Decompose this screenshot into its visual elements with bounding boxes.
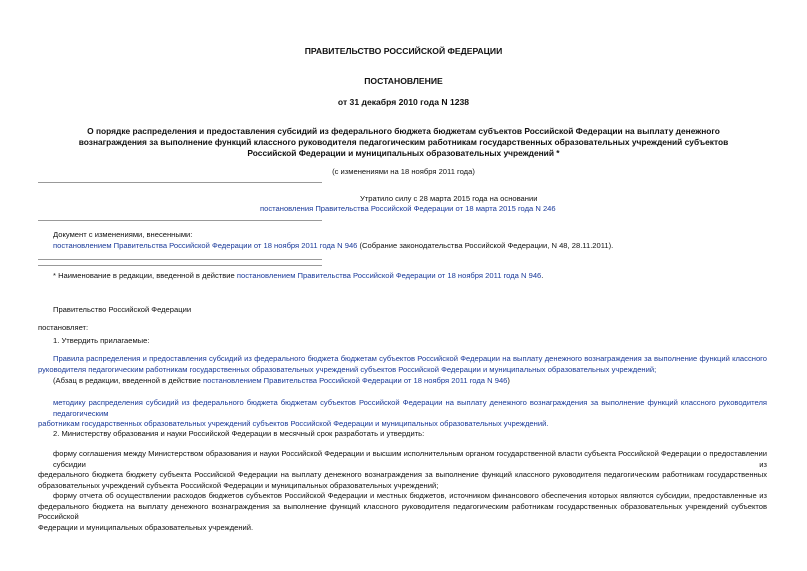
paragraph-line: федерального бюджета бюджету субъекта Российской Федерации на выплату денежного вознаграждения за выполнение функций классного руководителя педагогическим работникам государственных xyxy=(38,470,767,479)
document-title xyxy=(0,126,807,160)
item-1: 1. Утвердить прилагаемые: xyxy=(53,336,150,345)
amendment-note: (с изменениями на 18 ноября 2011 года) xyxy=(332,167,475,176)
methodology-link[interactable]: работникам государственных образовательных учреждений субъектов Российской Федерации и муниципальных образовательных учреждений. xyxy=(38,419,549,428)
agreement-paragraph xyxy=(38,449,767,491)
footnote xyxy=(53,271,543,282)
government-header: ПРАВИТЕЛЬСТВО РОССИЙСКОЙ ФЕДЕРАЦИИ xyxy=(304,46,503,56)
document-date-number: от 31 декабря 2010 года N 1238 xyxy=(337,97,470,107)
title-line: О порядке распределения и предоставления субсидий из федерального бюджета бюджетам субъектов Российской Федерации на выплату денежного xyxy=(87,126,720,136)
decrees-word: постановляет: xyxy=(38,323,89,332)
paragraph-line: образовательных учреждений субъекта Российской Федерации и муниципальных образовательных учреждений; xyxy=(38,480,439,490)
rules-link-block[interactable] xyxy=(38,354,767,375)
amending-decree-link[interactable]: постановлением Правительства Российской Федерации от 18 ноября 2011 года N 946 xyxy=(53,241,358,250)
rules-note-prefix: (Абзац в редакции, введенной в действие xyxy=(53,376,203,385)
paragraph-line: Федерации и муниципальных образовательных учреждений. xyxy=(38,522,254,532)
methodology-link-block[interactable] xyxy=(38,398,767,430)
changes-label: Документ с изменениями, внесенными: xyxy=(53,230,193,239)
changes-line xyxy=(53,241,613,252)
document-type: ПОСТАНОВЛЕНИЕ xyxy=(364,76,443,86)
paragraph-line: федерального бюджета на выплату денежного вознаграждения за выполнение функций классного руководителя педагогическим работникам государственных образовательных учреждений субъектов Российской xyxy=(38,501,767,521)
government-body: Правительство Российской Федерации xyxy=(53,305,192,314)
rules-note-suffix: ) xyxy=(507,376,510,385)
title-line: Российской Федерации и муниципальных образовательных учреждений * xyxy=(247,148,560,159)
footnote-prefix: * Наименование в редакции, введенной в действие xyxy=(53,271,237,280)
paragraph-line: форму соглашения между Министерством образования и науки Российской Федерации и высшим исполнительным органом государственной власти субъекта Российской Федерации о предоставлении субсидии из xyxy=(53,449,767,469)
title-line: вознаграждения за выполнение функций классного руководителя педагогическим работникам государственных образовательных учреждений субъектов xyxy=(78,137,729,148)
footnote-suffix: . xyxy=(541,271,544,280)
divider xyxy=(38,265,322,266)
rules-link[interactable]: руководителя педагогическим работникам государственных образовательных учреждений субъектов Российской Федерации и муниципальных образовательных учреждений; xyxy=(38,364,657,374)
status-text: Утратило силу с 28 марта 2015 года на основании xyxy=(360,194,538,203)
repeal-decree-link[interactable]: постановления Правительства Российской Федерации от 18 марта 2015 года N 246 xyxy=(260,204,556,213)
rules-note xyxy=(53,376,510,387)
rules-note-link[interactable]: постановлением Правительства Российской Федерации от 18 ноября 2011 года N 946 xyxy=(202,376,508,385)
divider xyxy=(38,259,322,260)
item-2: 2. Министерству образования и науки Российской Федерации в месячный срок разработать и утвердить: xyxy=(53,429,425,438)
divider xyxy=(38,220,322,221)
methodology-link[interactable]: методику распределения субсидий из федерального бюджета бюджетам субъектов Российской Федерации на выплату денежного вознаграждения за выполнение функций классного руководителя педагогическим xyxy=(53,398,767,418)
report-paragraph xyxy=(38,491,767,533)
rules-link[interactable]: Правила распределения и предоставления субсидий из федерального бюджета бюджетам субъектов Российской Федерации на выплату денежного вознаграждения за выполнение функций классного xyxy=(53,354,767,363)
footnote-decree-link[interactable]: постановлением Правительства Российской Федерации от 18 ноября 2011 года N 946 xyxy=(236,271,542,280)
changes-source: (Собрание законодательства Российской Федерации, N 48, 28.11.2011). xyxy=(357,241,614,250)
divider xyxy=(38,182,322,183)
paragraph-line: форму отчета об осуществлении расходов бюджетов субъектов Российской Федерации и местных бюджетов, источником финансового обеспечения которых являются субсидии, предоставленные из xyxy=(53,491,767,500)
